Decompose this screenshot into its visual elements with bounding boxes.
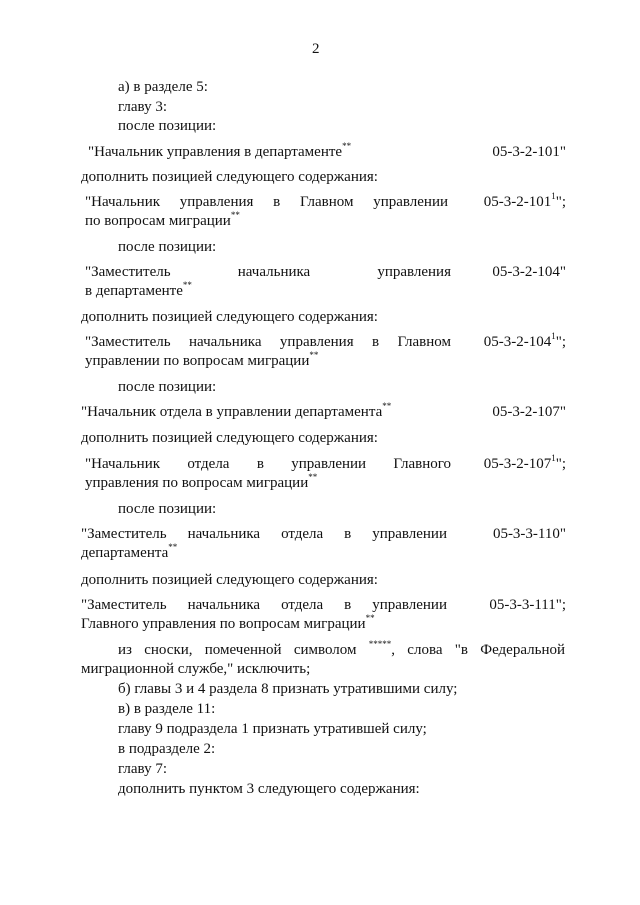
chapter3-line: главу 3: [118, 99, 168, 115]
entry-5-title: "Начальник отдела в управлении департамента** [81, 401, 392, 420]
entry-5-code: 05-3-2-107" [492, 404, 566, 420]
add-point3-line: дополнить пунктом 3 следующего содержания: [118, 781, 420, 797]
footnote-line-1: из сноски, помеченной символом *****, слова "в Федеральной [118, 639, 566, 658]
entry-8-code: 05-3-3-111"; [489, 597, 566, 613]
add-position-line: дополнить позицией следующего содержания: [81, 309, 378, 325]
footnote-line-2: миграционной службе," исключить; [81, 661, 311, 677]
after-position-line: после позиции: [118, 379, 217, 395]
entry-4-line1: "Заместитель начальника управления в Главном [85, 334, 451, 350]
entry-4-code: $05-3-2-104^1$"; [483, 331, 566, 350]
entry-6-line2: управления по вопросам миграции** [85, 472, 318, 491]
subsection2-line: в подразделе 2: [118, 741, 216, 757]
item-a-section5: а) в разделе 5: [118, 79, 208, 95]
entry-8-line1: "Заместитель начальника отдела в управлении [81, 597, 447, 613]
entry-7-line1: "Заместитель начальника отдела в управлении [81, 526, 447, 542]
entry-3-line1: "Заместитель начальника управления [85, 264, 451, 280]
entry-2-line2: по вопросам миграции** [85, 210, 240, 229]
entry-8-line2: Главного управления по вопросам миграции** [81, 613, 375, 632]
item-v-line: в) в разделе 11: [118, 701, 216, 717]
entry-7-line2: департамента** [81, 542, 178, 561]
after-position-line: после позиции: [118, 501, 217, 517]
after-position-line: после позиции: [118, 239, 217, 255]
entry-7-code: 05-3-3-110" [492, 526, 566, 542]
entry-1-title: "Начальник управления в департаменте** [88, 141, 352, 160]
add-position-line: дополнить позицией следующего содержания: [81, 572, 378, 588]
entry-6-code: $05-3-2-107^1$"; [483, 453, 566, 472]
entry-3-line2: в департаменте** [85, 280, 192, 299]
entry-4-line2: управлении по вопросам миграции** [85, 350, 319, 369]
page-number: 2 [312, 41, 320, 57]
after-position-line: после позиции: [118, 118, 217, 134]
entry-6-line1: "Начальник отдела в управлении Главного [85, 456, 451, 472]
chapter7-line: главу 7: [118, 761, 168, 777]
entry-2-line1: "Начальник управления в Главном управлении [85, 194, 448, 210]
entry-3-code: 05-3-2-104" [492, 264, 566, 280]
add-position-line: дополнить позицией следующего содержания: [81, 169, 378, 185]
chapter9-line: главу 9 подраздела 1 признать утратившей силу; [118, 721, 427, 737]
item-b-line: б) главы 3 и 4 раздела 8 признать утратившими силу; [118, 681, 458, 697]
entry-2-code: $05-3-2-101^1$"; [483, 191, 566, 210]
entry-1-code: 05-3-2-101" [492, 144, 566, 160]
add-position-line: дополнить позицией следующего содержания: [81, 430, 378, 446]
